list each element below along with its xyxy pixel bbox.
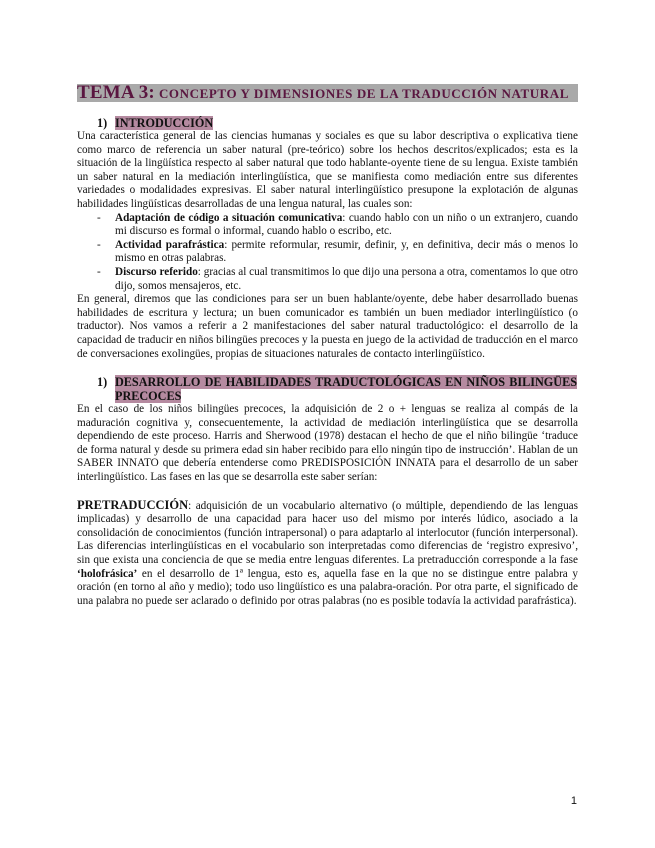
title-text: CONCEPTO Y DIMENSIONES DE LA TRADUCCIÓN NATURAL [158, 86, 570, 101]
paragraph-gap [77, 485, 578, 499]
closing-paragraph: En general, diremos que las condiciones para ser un buen hablante/oyente, debe haber desarrollado buenas habilidades de escritura y lectura; un buen comunicador es también un buen mediador interlingüístico (o traductor). Nos vamos a referir a 2 manifestaciones del saber natural traductológico: el desarrollo de la capacidad de traducir en niños bilingües precoces y la puesta en juego de la actividad de traducción en el marco de conversaciones exolingües, propias de situaciones naturales de contacto interlingüístico. [77, 293, 578, 360]
document-page [77, 84, 578, 608]
pretraduccion-paragraph [77, 499, 578, 609]
list-item [77, 266, 578, 293]
section-number: 1) [97, 375, 108, 390]
bullet-term: Discurso referido [115, 265, 198, 278]
section-heading-introduccion [97, 116, 578, 130]
bullet-text: : permite reformular, resumir, definir, y, en definitiva, decir más o menos lo mismo en otras palabras. [115, 238, 578, 265]
section-heading-desarrollo [97, 375, 578, 403]
page-number: 1 [570, 795, 577, 807]
intro-paragraph: Una característica general de las ciencias humanas y sociales es que su labor descriptiva o explicativa tiene como marco de referencia un saber natural (pre-teórico) sobre los hechos descritos/explicados; esta es la situación de la lingüística respecto al saber natural que todo hablante-oyente tiene de su lengua. Existe también un saber natural en la mediación interlingüística, que se manifiesta como mediación entre sus diferentes variedades o modalidades expresivas. El saber natural interlingüístico presupone la explotación de algunas habilidades lingüísticas desarrolladas de una lengua natural, las cuales son: [77, 130, 578, 210]
pretraduccion-text-b: en el desarrollo de 1ª lengua, esto es, aquella fase en la que no se distingue entre palabra y oración (en torno al año y medio); todo uso lingüístico es una palabra-oración. Por otra parte, el significado de una palabra no puede ser aclarado o definido por otras palabras (no es posible todavía la actividad parafrástica). [77, 567, 578, 607]
section2-paragraph: En el caso de los niños bilingües precoces, la adquisición de 2 o + lenguas se realiza al compás de la maduración cognitiva y, consecuentemente, la actividad de mediación interlingüística que se desarrolla dependiendo de este proceso. Harris and Sherwood (1978) destacan el hecho de que el niño bilingüe ‘traduce de forma natural y desde su primera edad sin haber recibido para ello ningún tipo de instrucción’. Hablan de un SABER INNATO que debería entenderse como PREDISPOSICIÓN INNATA para el desarrollo de un saber interlingüístico. Las fases en las que se desarrolla este saber serían: [77, 403, 578, 484]
section-title: DESARROLLO DE HABILIDADES TRADUCTOLÓGICAS EN NIÑOS BILINGÜES PRECOCES [115, 375, 577, 404]
abilities-list [77, 212, 578, 294]
title-tema: TEMA 3: [77, 82, 155, 103]
document-title [77, 84, 578, 102]
pretraduccion-term: PRETRADUCCIÓN [77, 497, 189, 512]
bullet-term: Adaptación de código a situación comunicativa [115, 211, 343, 224]
pretraduccion-text-a: : adquisición de un vocabulario alternativo (o múltiple, dependiendo de las lenguas implicadas) y desarrollo de una capacidad para hacer uso del mismo por interés lúdico, asociado a la consolidación de conocimientos (función intrapersonal) o para adaptarlo al interlocutor (función interpersonal). Las diferencias interlingüísticas en el vocabulario son interpretadas como diferencias de ‘registro expresivo’, sin que exista una conciencia de que se media entre lenguas diferentes. La pretraducción corresponde a la fase [77, 499, 578, 567]
bullet-text: : cuando hablo con un niño o un extranjero, cuando mi discurso es formal o informal, cuando hablo o escribo, etc. [115, 211, 578, 238]
bullet-dash: - [97, 265, 101, 278]
bullet-dash: - [97, 238, 101, 251]
section-title: INTRODUCCIÓN [115, 116, 214, 130]
list-item [77, 239, 578, 266]
bullet-term: Actividad parafrástica [115, 238, 225, 251]
holofrasica-term: ‘holofrásica’ [77, 567, 138, 580]
list-item [77, 212, 578, 239]
bullet-text: : gracias al cual transmitimos lo que dijo una persona a otra, comentamos lo que otro dijo, somos mensajeros, etc. [115, 265, 579, 292]
section-number: 1) [97, 116, 108, 130]
bullet-dash: - [97, 211, 101, 224]
